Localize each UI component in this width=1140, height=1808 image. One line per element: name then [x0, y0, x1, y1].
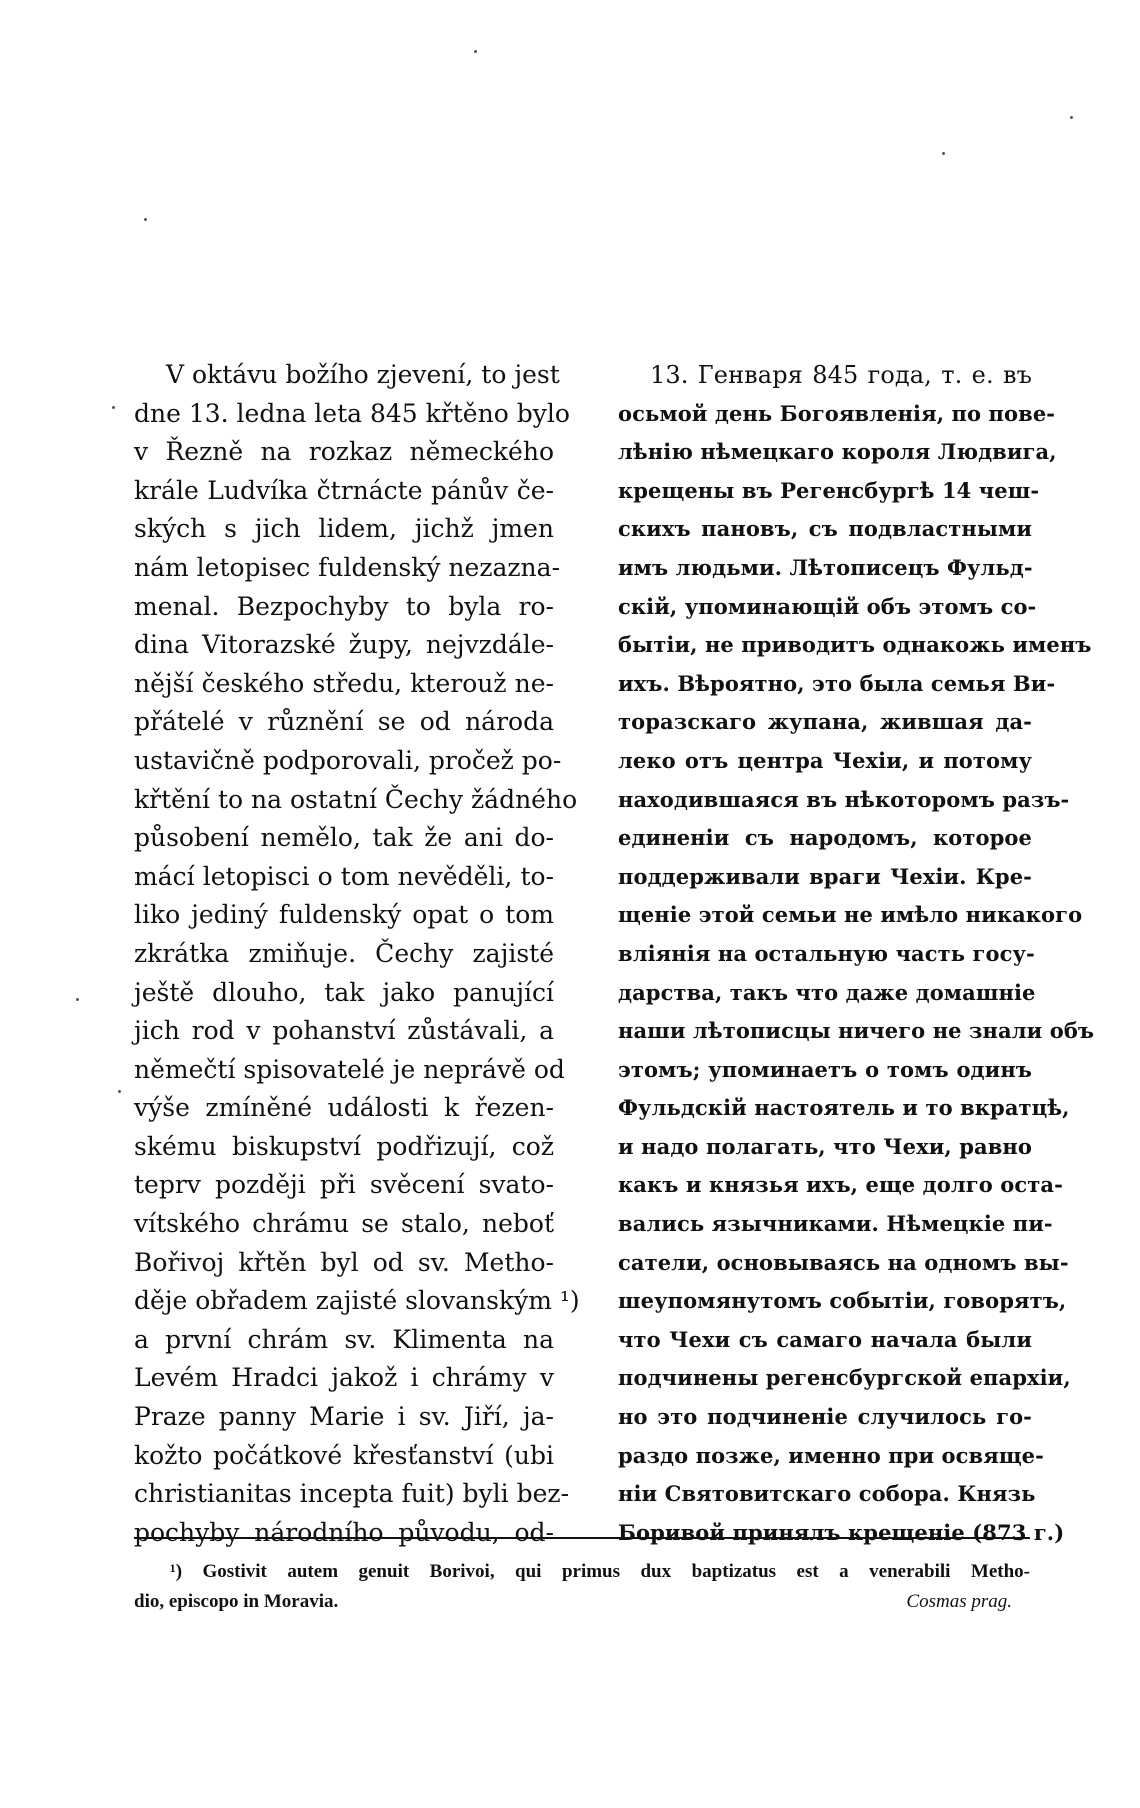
czech-line: jich rod v pohanství zůstávali, a — [134, 1016, 554, 1046]
czech-line: mácí letopisci o tom nevěděli, to- — [134, 861, 554, 891]
russian-line: Фульдскій настоятель и то вкратцѣ, — [618, 1095, 1070, 1121]
russian-line: бытіи, не приводитъ однакожь именъ — [618, 632, 1092, 658]
czech-line: liko jediný fuldenský opat o tom — [134, 900, 554, 930]
russian-line: и надо полагать, что Чехи, равно — [618, 1133, 1032, 1159]
russian-line: шеупомянутомъ событіи, говорятъ, — [618, 1288, 1067, 1314]
czech-line: Levém Hradci jakož i chrámy v — [134, 1363, 554, 1393]
russian-line: какъ и князья ихъ, еще долго оста- — [618, 1172, 1063, 1198]
footnote-line — [134, 1587, 1030, 1617]
print-speck — [144, 218, 147, 221]
russian-line: этомъ; упоминаетъ о томъ одинъ — [618, 1056, 1032, 1082]
footnote-source: Cosmas prag. — [906, 1591, 1012, 1612]
czech-column — [134, 356, 580, 1552]
russian-line: крещены въ Регенсбургѣ 14 чеш- — [618, 477, 1040, 503]
czech-line: teprv později při svěcení svato- — [134, 1170, 554, 1200]
czech-line: kožto počátkové křesťanství (ubi — [134, 1440, 554, 1470]
czech-line: Praze panny Marie i sv. Jiří, ja- — [134, 1402, 554, 1432]
russian-line: осьмой день Богоявленія, по пове- — [618, 400, 1056, 426]
czech-line: nější českého středu, kterouž ne- — [134, 668, 554, 698]
czech-line: křtění to na ostatní Čechy žádného — [134, 784, 578, 814]
russian-column — [618, 356, 1095, 1552]
czech-line: v Řezně na rozkaz německého — [134, 437, 554, 467]
print-speck — [112, 406, 115, 409]
czech-line: dne 13. ledna leta 845 křtěno bylo — [134, 398, 570, 428]
russian-line: поддерживали враги Чехіи. Кре- — [618, 863, 1032, 889]
footnote-divider — [134, 1537, 1030, 1539]
russian-line: но это подчиненіе случилось го- — [618, 1404, 1032, 1430]
russian-line: 13. Генваря 845 года, т. е. въ — [650, 361, 1032, 389]
print-speck — [474, 50, 477, 53]
print-speck — [1070, 116, 1073, 119]
czech-line: V oktávu božího zjevení, to jest — [166, 360, 560, 389]
russian-line: щеніе этой семьи не имѣло никакого — [618, 902, 1083, 928]
czech-line: němečtí spisovatelé je neprávě od — [134, 1054, 565, 1084]
czech-line: ských s jich lidem, jichž jmen — [134, 514, 554, 544]
czech-line: a první chrám sv. Klimenta na — [134, 1324, 554, 1354]
czech-line: přátelé v různění se od národa — [134, 707, 554, 737]
czech-line: ještě dlouho, tak jako panující — [134, 977, 554, 1007]
footnote-line-text: dio, episcopo in Moravia. — [134, 1591, 339, 1612]
russian-line: ніи Святовитскаго собора. Князь — [618, 1481, 1036, 1507]
footnote — [134, 1557, 1030, 1617]
czech-line: děje obřadem zajisté slovanským ¹) — [134, 1286, 580, 1316]
czech-line: krále Ludvíka čtrnácte pánův če- — [134, 475, 554, 505]
czech-line: zkrátka zmiňuje. Čechy zajisté — [134, 938, 554, 968]
czech-line: nám letopisec fuldenský nezazna- — [134, 552, 561, 582]
czech-line: působení nemělo, tak že ani do- — [134, 823, 554, 853]
russian-line: скій, упоминающій объ этомъ со- — [618, 593, 1037, 619]
czech-line: výše zmíněné události k řezen- — [134, 1093, 554, 1123]
czech-line: pochyby národního původu, od- — [134, 1517, 554, 1547]
russian-line: дарства, такъ что даже домашніе — [618, 979, 1036, 1005]
czech-line: menal. Bezpochyby to byla ro- — [134, 591, 554, 621]
russian-line: ихъ. Вѣроятно, это была семья Ви- — [618, 670, 1056, 696]
russian-line: раздо позже, именно при освяще- — [618, 1442, 1044, 1468]
russian-line: имъ людьми. Лѣтописецъ Фульд- — [618, 554, 1033, 580]
print-speck — [118, 1090, 121, 1093]
russian-line: вались язычниками. Нѣмецкіе пи- — [618, 1211, 1053, 1237]
czech-line: ustavičně podporovali, pročež po- — [134, 745, 562, 775]
czech-line: christianitas incepta fuit) byli bez- — [134, 1479, 570, 1509]
russian-line: леко отъ центра Чехіи, и потому — [618, 747, 1032, 773]
russian-line: лѣнію нѣмецкаго короля Людвига, — [618, 439, 1057, 465]
russian-line: находившаяся въ нѣкоторомъ разъ- — [618, 786, 1070, 812]
russian-line: вліянія на остальную часть госу- — [618, 940, 1035, 966]
czech-line: skému biskupství podřizují, což — [134, 1131, 554, 1161]
czech-line: dina Vitorazské župy, nejvzdále- — [134, 630, 554, 660]
russian-line: единеніи съ народомъ, которое — [618, 825, 1032, 851]
print-speck — [942, 152, 945, 155]
russian-line: что Чехи съ самаго начала были — [618, 1326, 1032, 1352]
russian-line: подчинены регенсбургской епархіи, — [618, 1365, 1071, 1391]
footnote-line: ¹) Gostivit autem genuit Borivoi, qui primus dux baptizatus est a venerabili Metho- — [170, 1561, 1030, 1582]
russian-line: Боривой принялъ крещеніе (873 г.) — [618, 1519, 1065, 1545]
russian-line: наши лѣтописцы ничего не знали объ — [618, 1018, 1095, 1044]
czech-line: vítského chrámu se stalo, neboť — [134, 1209, 554, 1239]
czech-line: Bořivoj křtěn byl od sv. Metho- — [134, 1247, 554, 1277]
print-speck — [76, 998, 79, 1001]
russian-line: сатели, основываясь на одномъ вы- — [618, 1249, 1069, 1275]
russian-line: скихъ пановъ, съ подвластными — [618, 516, 1032, 542]
russian-line: торазскаго жупана, жившая да- — [618, 709, 1032, 735]
